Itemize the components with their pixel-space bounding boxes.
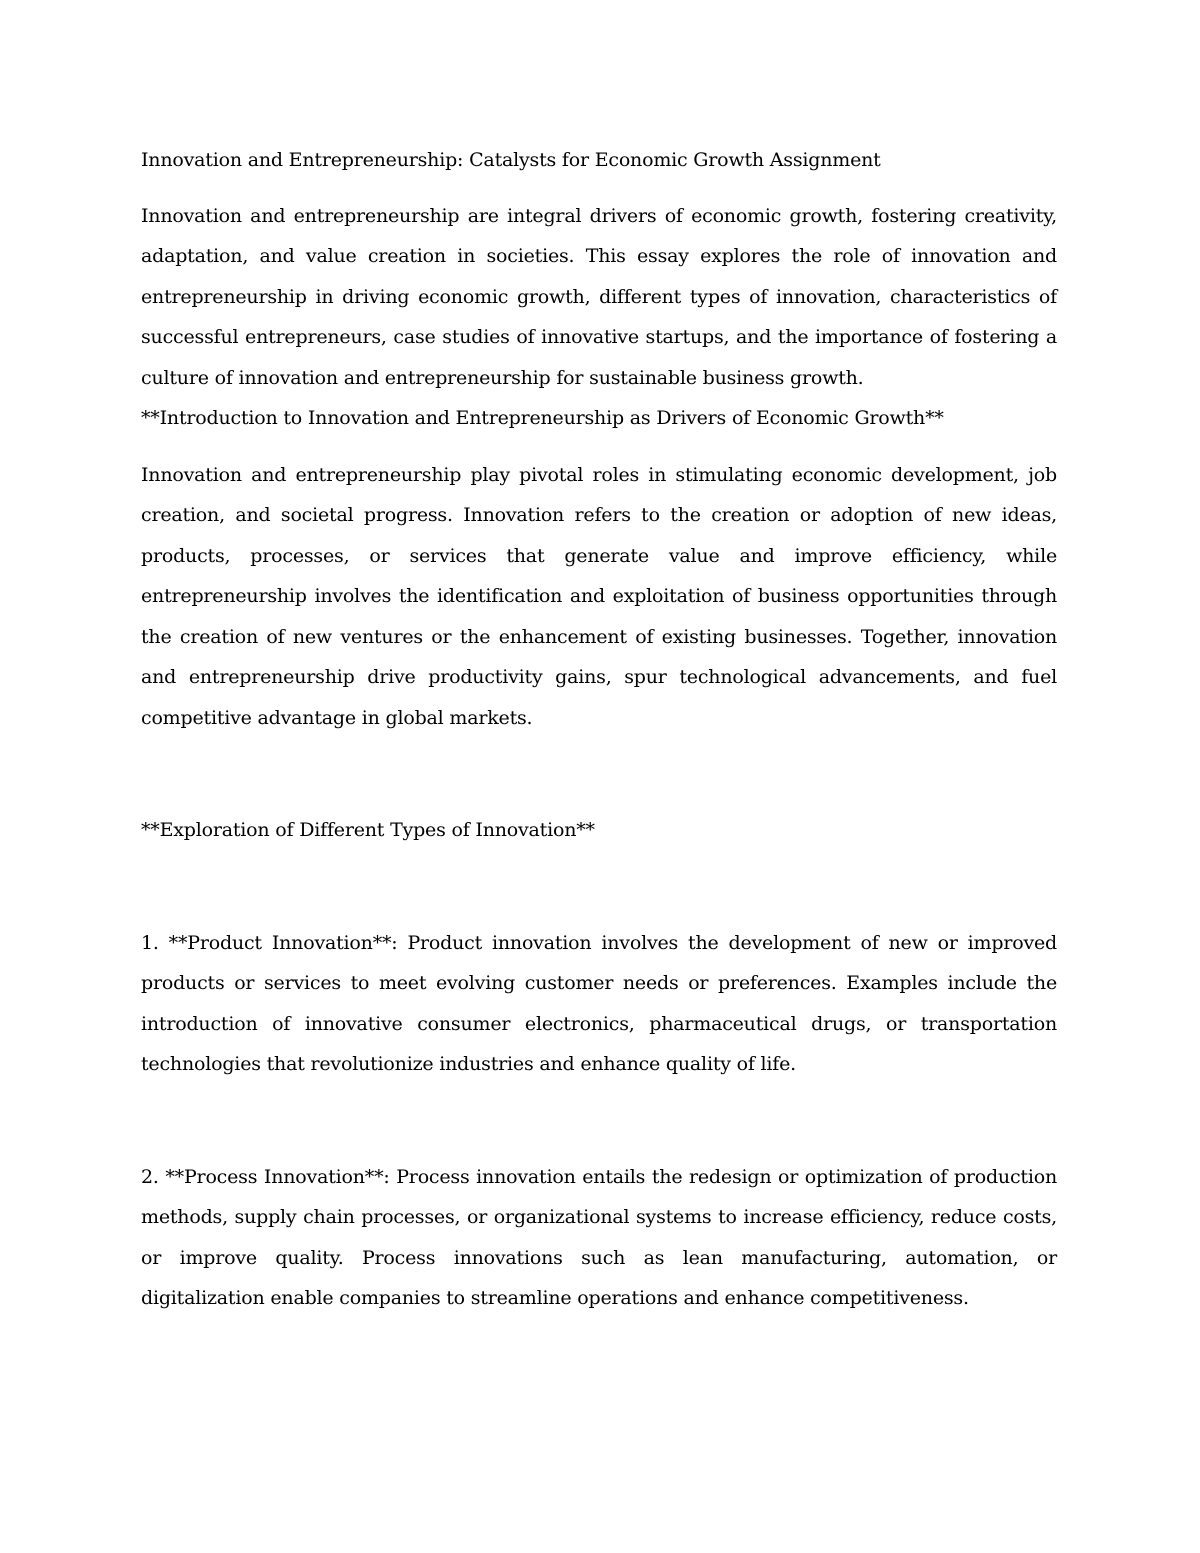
list-item-product-innovation: 1. **Product Innovation**: Product innovation involves the development of new or improved products or services to meet evolving customer needs or preferences. Examples include the introduction of innovative consumer electronics, pharmaceutical drugs, or transportation technologies that revolutionize industries and enhance quality of life. [141, 931, 1057, 1075]
introduction-paragraph: Innovation and entrepreneurship play pivotal roles in stimulating economic development, job creation, and societal progress. Innovation refers to the creation or adoption of new ideas, products, processes, or services that generate value and improve efficiency, while entrepreneurship involves the identification and exploitation of business opportunities through the creation of new ventures or the enhancement of existing businesses. Together, innovation and entrepreneurship drive productivity gains, spur technological advancements, and fuel competitive advantage in global markets. [141, 463, 1057, 729]
document-title: Innovation and Entrepreneurship: Catalysts for Economic Growth Assignment [141, 149, 881, 171]
document-page [141, 140, 1057, 1319]
list-item-process-innovation: 2. **Process Innovation**: Process innovation entails the redesign or optimization of production methods, supply chain processes, or organizational systems to increase efficiency, reduce costs, or improve quality. Process innovations such as lean manufacturing, automation, or digitalization enable companies to streamline operations and enhance competitiveness. [141, 1165, 1057, 1309]
intro-paragraph: Innovation and entrepreneurship are integral drivers of economic growth, fostering creativity, adaptation, and value creation in societies. This essay explores the role of innovation and entrepreneurship in driving economic growth, different types of innovation, characteristics of successful entrepreneurs, case studies of innovative startups, and the importance of fostering a culture of innovation and entrepreneurship for sustainable business growth. [141, 204, 1057, 389]
section-heading-types-of-innovation: **Exploration of Different Types of Innovation** [141, 819, 595, 841]
section-heading-introduction: **Introduction to Innovation and Entrepreneurship as Drivers of Economic Growth** [141, 407, 944, 429]
